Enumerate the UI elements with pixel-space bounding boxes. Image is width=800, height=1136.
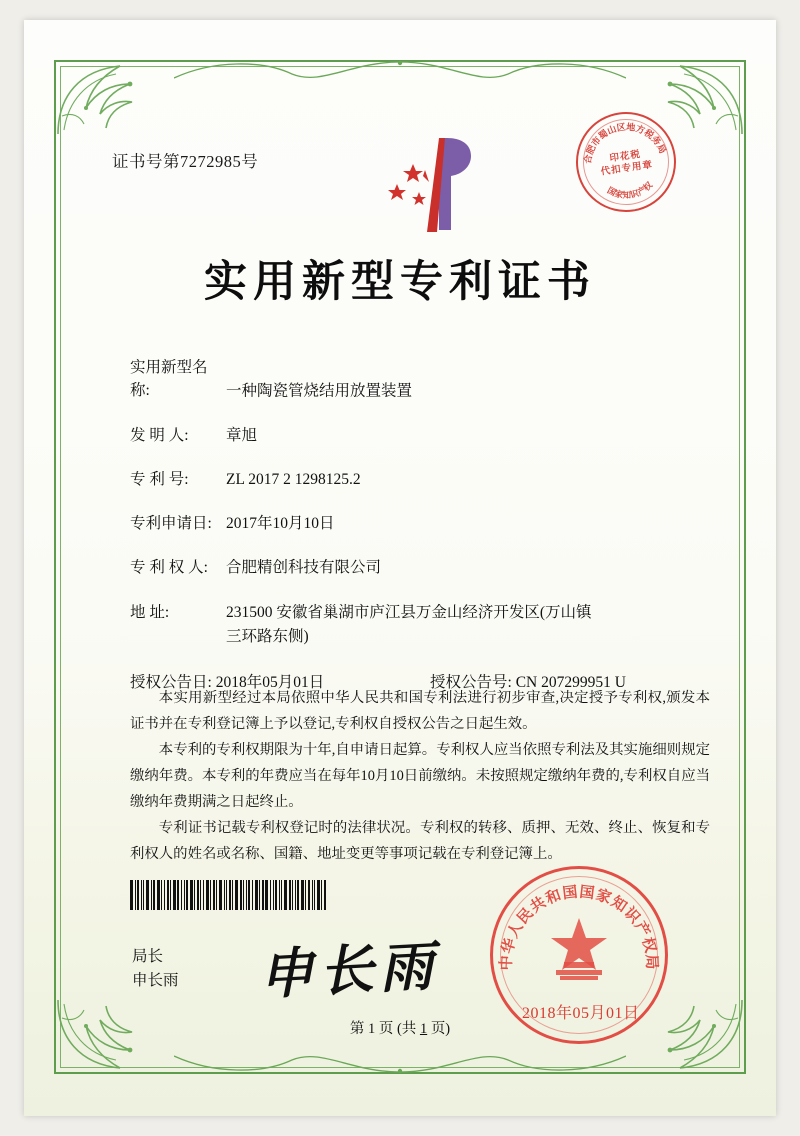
page-title: 实用新型专利证书	[204, 257, 596, 307]
svg-text:国家知识产权: 国家知识产权	[605, 179, 655, 201]
paragraph-1: 本实用新型经过本局依照中华人民共和国专利法进行初步审查,决定授予专利权,颁发本证书并在专利登记簿上予以登记,专利权自授权公告之日起生效。	[130, 690, 710, 732]
field-value: 章旭	[226, 426, 258, 444]
address-line-1: 231500 安徽省巢湖市庐江县万金山经济开发区(万山镇	[226, 603, 592, 621]
field-patent-number	[130, 468, 710, 491]
field-value: 一种陶瓷管烧结用放置装置	[226, 382, 413, 400]
seal-date: 2018年05月01日	[522, 1005, 640, 1022]
field-label: 专 利 号:	[130, 470, 189, 488]
field-label: 发 明 人:	[130, 426, 189, 444]
field-label: 专利申请日:	[130, 515, 212, 532]
seal-line-1: 印花税	[608, 149, 642, 165]
publication-number-label: 授权公告号:	[430, 673, 512, 691]
publication-number-value: CN 207299951 U	[515, 673, 626, 691]
paragraph-3: 专利证书记载专利权登记时的法律状况。专利权的转移、质押、无效、终止、恢复和专利权人的姓名或名称、国籍、地址变更等事项记载在专利登记簿上。	[130, 820, 710, 862]
seal-line-2: 代扣专用章	[600, 160, 654, 178]
field-address	[130, 601, 710, 649]
field-patentee	[130, 556, 710, 579]
footer-total-pages: 1	[419, 1021, 428, 1037]
publication-date-label: 授权公告日:	[130, 673, 212, 691]
director-name: 申长雨	[132, 972, 179, 990]
svg-text:合肥市蜀山区地方税务局: 合肥市蜀山区地方税务局	[582, 121, 669, 165]
field-value	[226, 601, 710, 649]
field-value: 2017年10月10日	[226, 515, 335, 532]
patent-office-logo-icon	[367, 130, 487, 240]
national-emblem-icon	[536, 912, 622, 998]
fields-section	[130, 356, 710, 692]
svg-text:中华人民共和国国家知识产权局: 中华人民共和国国家知识产权局	[498, 884, 660, 971]
field-application-date	[130, 512, 710, 535]
field-label: 地 址:	[130, 603, 170, 621]
handwritten-signature: 申长雨	[257, 933, 441, 1007]
edge-ornament-bottom-icon	[174, 1048, 626, 1078]
footer-suffix: 页)	[427, 1021, 451, 1037]
field-value: ZL 2017 2 1298125.2	[226, 470, 361, 488]
tax-stamp-seal	[570, 106, 683, 219]
footer-prefix: 第 1 页 (共	[349, 1021, 420, 1037]
page-footer	[24, 1017, 776, 1038]
edge-ornament-top-icon	[174, 56, 626, 86]
corner-ornament-top-left-icon	[50, 56, 170, 142]
address-line-2: 三环路东侧)	[226, 627, 309, 645]
legal-text	[130, 686, 710, 868]
barcode	[130, 880, 338, 910]
field-value: 合肥精创科技有限公司	[226, 559, 382, 577]
director-label: 局长	[132, 948, 164, 965]
director-block	[132, 945, 179, 993]
publication-date-value: 2018年05月01日	[215, 673, 325, 691]
field-inventor	[130, 424, 710, 447]
certificate-page	[24, 20, 776, 1116]
field-label: 实用新型名称:	[130, 359, 208, 400]
field-utility-model-name	[130, 356, 710, 403]
certificate-number: 证书号第7272985号	[112, 152, 259, 171]
field-label: 专 利 权 人:	[130, 559, 208, 577]
paragraph-2: 本专利的专利权期限为十年,自申请日起算。专利权人应当依照专利法及其实施细则规定缴纳年费。本专利的年费应当在每年10月10日前缴纳。未按照规定缴纳年费的,专利权自应当缴纳年费期满之日起终止。	[130, 742, 710, 810]
